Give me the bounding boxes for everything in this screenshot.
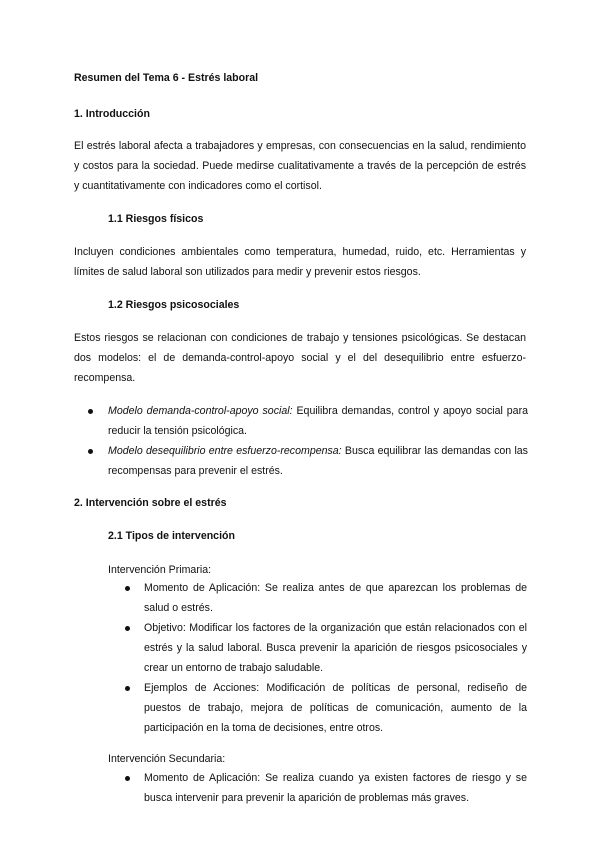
- list-item: [144, 768, 527, 808]
- section-1-1-heading: 1.1 Riesgos físicos: [108, 213, 204, 225]
- section-1-paragraph: El estrés laboral afecta a trabajadores y empresas, con consecuencias en la salud, rendimiento y costos para la sociedad. Puede medirse cualitativamente a través de la percepción de estrés y cuantitativamente con indicadores como el cortisol.: [74, 140, 526, 192]
- models-list: [108, 401, 528, 481]
- list-item: [108, 401, 528, 441]
- list-item: [144, 678, 527, 738]
- section-1-2-heading: 1.2 Riesgos psicosociales: [108, 299, 240, 311]
- section-1-1-paragraph: Incluyen condiciones ambientales como temperatura, humedad, ruido, etc. Herramientas y límites de salud laboral son utilizados para medir y prevenir estos riesgos.: [74, 246, 526, 278]
- bullet-icon: [125, 686, 130, 691]
- section-2-heading: 2. Intervención sobre el estrés: [74, 497, 227, 509]
- list-item: [144, 578, 527, 618]
- bullet-icon: [125, 776, 130, 781]
- section-2-1-heading: 2.1 Tipos de intervención: [108, 530, 235, 542]
- bullet-icon: [88, 449, 93, 454]
- list-item: [144, 618, 527, 678]
- bullet-icon: [125, 626, 130, 631]
- section-1-heading: 1. Introducción: [74, 108, 150, 120]
- list-item-text: Objetivo: Modificar los factores de la organización que están relacionados con el estrés y la salud laboral. Busca prevenir la aparición de riesgos psicosociales y crear un entorno de trabajo saludable.: [144, 622, 527, 674]
- secondary-intervention-label: Intervención Secundaria:: [108, 753, 226, 765]
- model-description: Busca equilibrar las demandas con las recompensas para prevenir el estrés.: [108, 445, 528, 477]
- primary-intervention-list: [144, 578, 527, 738]
- document-title: Resumen del Tema 6 - Estrés laboral: [74, 72, 259, 84]
- bullet-icon: [88, 409, 93, 414]
- bullet-icon: [125, 586, 130, 591]
- primary-intervention-label: Intervención Primaria:: [108, 564, 212, 576]
- section-1-2-paragraph: Estos riesgos se relacionan con condiciones de trabajo y tensiones psicológicas. Se destacan dos modelos: el de demanda-control-apoyo social y el del desequilibrio entre esfuerzo-recompensa.: [74, 332, 526, 384]
- model-description: Equilibra demandas, control y apoyo social para reducir la tensión psicológica.: [108, 405, 528, 437]
- list-item-text: Ejemplos de Acciones: Modificación de políticas de personal, rediseño de puestos de trabajo, mejora de políticas de comunicación, aumento de la participación en la toma de decisiones, entre otros.: [144, 682, 527, 734]
- model-term: Modelo desequilibrio entre esfuerzo-recompensa:: [108, 445, 342, 457]
- list-item-text: Momento de Aplicación: Se realiza antes de que aparezcan los problemas de salud o estrés.: [144, 582, 527, 614]
- list-item-text: Momento de Aplicación: Se realiza cuando ya existen factores de riesgo y se busca intervenir para prevenir la aparición de problemas más graves.: [144, 772, 527, 804]
- model-term: Modelo demanda-control-apoyo social:: [108, 405, 293, 417]
- secondary-intervention-list: [144, 768, 527, 808]
- list-item: [108, 441, 528, 481]
